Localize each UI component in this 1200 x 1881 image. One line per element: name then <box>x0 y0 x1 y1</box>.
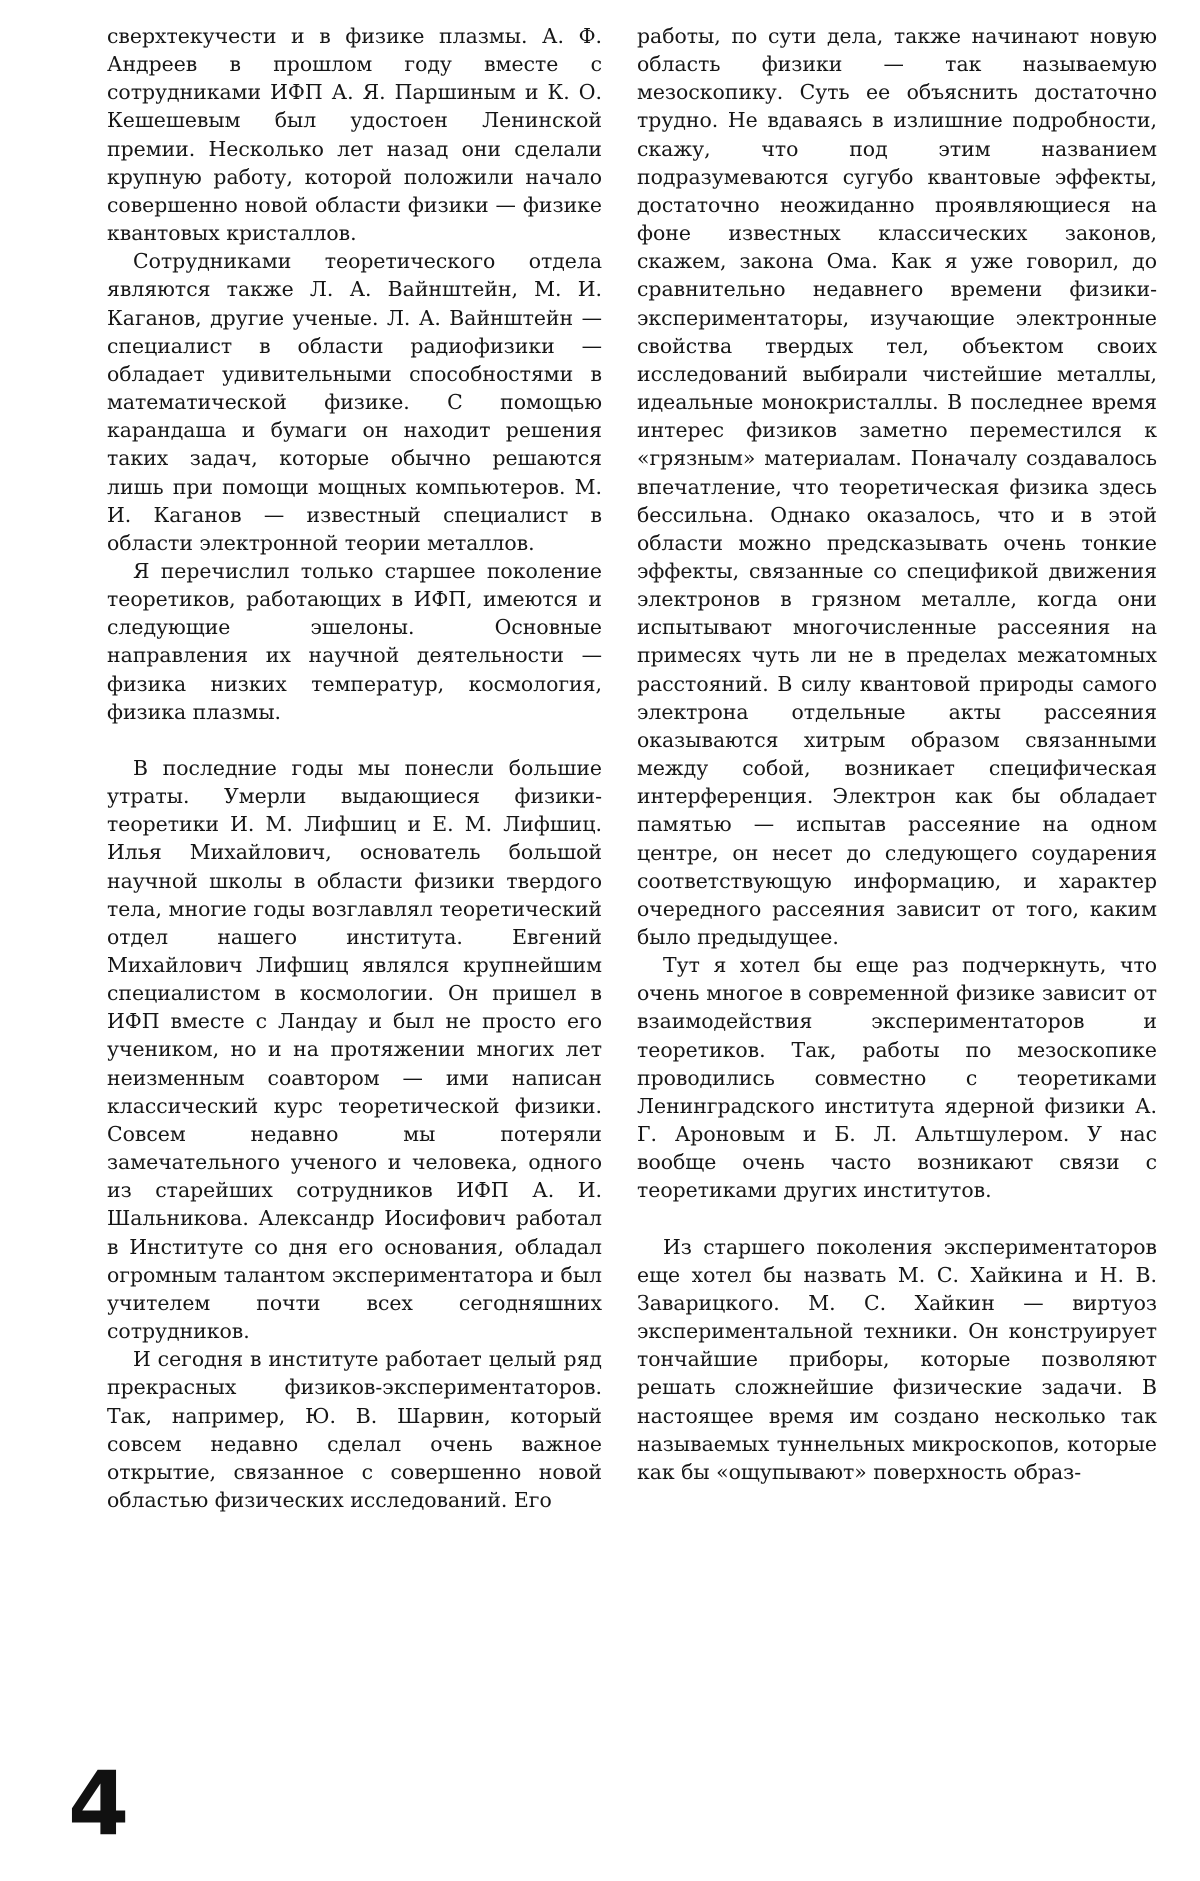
page-number: 4 <box>68 1752 130 1855</box>
paragraph: Я перечислил только старшее поколение теоретиков, работающих в ИФП, имеются и следующие эшелоны. Основные направления их научной деятельности — физика низких температур, космология, физика плазмы. <box>107 558 602 724</box>
right-text-column <box>637 22 1157 1486</box>
paragraph: работы, по сути дела, также начинают новую область физики — так называемую мезоскопику. Суть ее объяснить достаточно трудно. Не вдаваясь в излишние подробности, скажу, что под этим названием подразумеваются сугубо квантовые эффекты, достаточно неожиданно проявляющиеся на фоне известных классических законов, скажем, закона Ома. Как я уже говорил, до сравнительно недавнего времени физики-экспериментаторы, изучающие электронные свойства твердых тел, объектом своих исследований выбирали чистейшие металлы, идеальные монокристаллы. В последнее время интерес физиков заметно переместился к «грязным» материалам. Поначалу создавалось впечатление, что теоретическая физика здесь бессильна. Однако оказалось, что и в этой области можно предсказывать очень тонкие эффекты, связанные со спецификой движения электронов в грязном металле, когда они испытывают многочисленные рассеяния на примесях чуть ли не в пределах межатомных расстояний. В силу квантовой природы самого электрона отдельные акты рассеяния оказываются хитрым образом связанными между собой, возникает специфическая интерференция. Электрон как бы обладает памятью — испытав рассеяние на одном центре, он несет до следующего соударения соответствующую информацию, и характер очередного рассеяния зависит от того, каким было предыдущее. <box>637 24 1157 949</box>
left-text-column <box>107 22 602 1514</box>
paragraph: Тут я хотел бы еще раз подчеркнуть, что очень многое в современной физике зависит от взаимодействия экспериментаторов и теоретиков. Так, работы по мезоскопике проводились совместно с теоретиками Ленинградского института ядерной физики А. Г. Ароновым и Б. Л. Альтшулером. У нас вообще очень часто возникают связи с теоретиками других институтов. <box>637 953 1157 1203</box>
paragraph: Сотрудниками теоретического отдела являются также Л. А. Вайнштейн, М. И. Каганов, другие ученые. Л. А. Вайнштейн — специалист в области радиофизики — обладает удивительными способностями в математической физике. С помощью карандаша и бумаги он находит решения таких задач, которые обычно решаются лишь при помощи мощных компьютеров. М. И. Каганов — известный специалист в области электронной теории металлов. <box>107 249 602 555</box>
paragraph: Из старшего поколения экспериментаторов еще хотел бы назвать М. С. Хайкина и Н. В. Заварицкого. М. С. Хайкин — виртуоз экспериментальной техники. Он конструирует тончайшие приборы, которые позволяют решать сложнейшие физические задачи. В настоящее время им создано несколько так называемых туннельных микроскопов, которые как бы «ощупывают» поверхность образ- <box>637 1234 1157 1484</box>
paragraph: сверхтекучести и в физике плазмы. А. Ф. Андреев в прошлом году вместе с сотрудниками ИФП А. Я. Паршиным и К. О. Кешешевым был удостоен Ленинской премии. Несколько лет назад они сделали крупную работу, которой положили начало совершенно новой области физики — физике квантовых кристаллов. <box>107 24 602 246</box>
paragraph: В последние годы мы понесли большие утраты. Умерли выдающиеся физики-теоретики И. М. Лифшиц и Е. М. Лифшиц. Илья Михайлович, основатель большой научной школы в области физики твердого тела, многие годы возглавлял теоретический отдел нашего института. Евгений Михайлович Лифшиц являлся крупнейшим специалистом в космологии. Он пришел в ИФП вместе с Ландау и был не просто его учеником, но и на протяжении многих лет неизменным соавтором — ими написан классический курс теоретической физики. Совсем недавно мы потеряли замечательного ученого и человека, одного из старейших сотрудников ИФП А. И. Шальникова. Александр Иосифович работал в Институте со дня его основания, обладал огромным талантом экспериментатора и был учителем почти всех сегодняшних сотрудников. <box>107 755 602 1344</box>
paragraph: И сегодня в институте работает целый ряд прекрасных физиков-экспериментаторов. Так, например, Ю. В. Шарвин, который совсем недавно сделал очень важное открытие, связанное с совершенно новой областью физических исследований. Его <box>107 1347 602 1512</box>
